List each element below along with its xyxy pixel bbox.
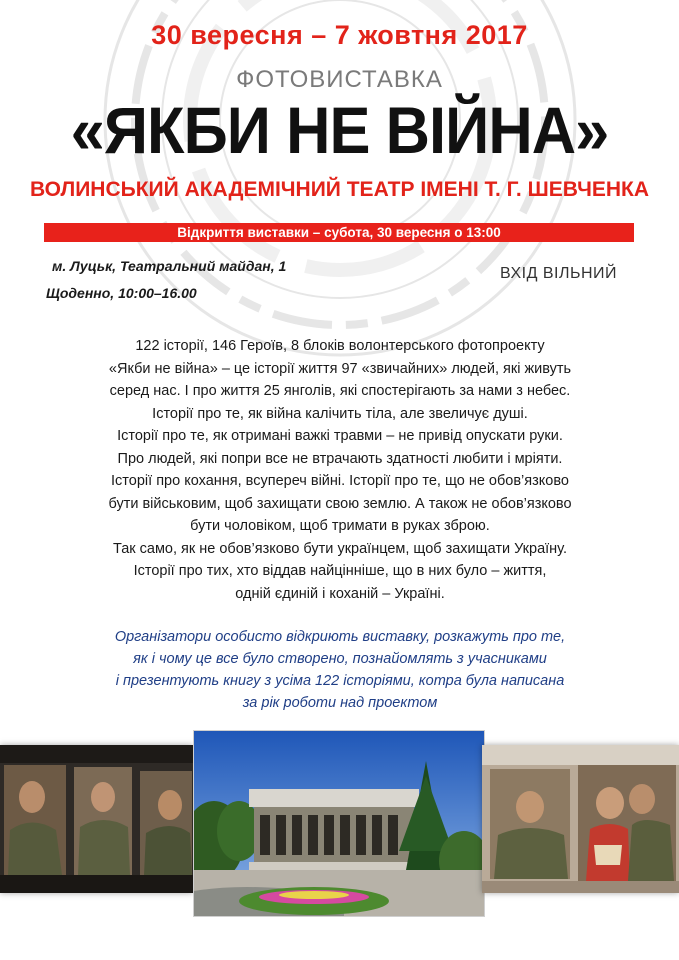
exhibition-type-label: ФОТОВИСТАВКА: [236, 66, 443, 93]
description-line: Історії про те, як війна калічить тіла, але звеличує душі.: [152, 405, 528, 422]
description-line: Історії про те, як отримані важкі травми – не привід опускати руки.: [117, 428, 563, 444]
organizers-block: [60, 626, 620, 714]
description-line: Історії про тих, хто віддав найцінніше, що в них було – життя,: [133, 563, 547, 579]
description-line: бути військовим, щоб захищати свою землю. А також не обов’язково: [108, 495, 572, 512]
exhibition-couple-photo: [482, 745, 679, 893]
theater-building-photo: [193, 730, 485, 917]
venue-name: ВОЛИНСЬКИЙ АКАДЕМІЧНИЙ ТЕАТР ІМЕНІ Т. Г. ШЕВЧЕНКА: [30, 178, 649, 201]
free-entry-label: ВХІД ВІЛЬНИЙ: [500, 265, 618, 282]
exhibition-portraits-photo: [0, 745, 193, 893]
exhibition-dates: 30 вересня – 7 жовтня 2017: [151, 20, 528, 50]
description-block: [60, 335, 620, 605]
address-text: м. Луцьк, Театральний майдан, 1: [52, 258, 287, 274]
description-line: Про людей, які попри все не втрачають здатності любити і мріяти.: [117, 450, 563, 467]
organizers-line: як і чому це все було створено, познайомлять з учасниками: [133, 651, 547, 667]
organizers-line: за рік роботи над проектом: [242, 695, 438, 711]
exhibition-title: «ЯКБИ НЕ ВІЙНА»: [70, 93, 609, 167]
organizers-line: Організатори особисто відкриють виставку, розкажуть про те,: [114, 629, 566, 645]
description-line: бути чоловіком, щоб тримати в руках зброю.: [190, 518, 490, 534]
organizers-line: і презентують книгу з усіма 122 історіями, котра була написана: [115, 673, 565, 689]
description-line: одній єдиній і коханій – Україні.: [235, 585, 445, 602]
description-line: Історії про кохання, всупереч війні. Історії про те, що не обов’язково: [111, 473, 569, 489]
opening-banner: Відкриття виставки – субота, 30 вересня о 13:00: [44, 223, 634, 242]
description-line: 122 історії, 146 Героїв, 8 блоків волонтерського фотопроекту: [135, 338, 545, 354]
opening-hours-text: Щоденно, 10:00–16.00: [46, 285, 197, 301]
description-line: «Якби не війна» – це історії життя 97 «звичайних» людей, які живуть: [108, 360, 572, 377]
description-line: Так само, як не обов’язково бути українцем, щоб захищати Україну.: [113, 540, 567, 557]
description-line: серед нас. І про життя 25 янголів, які спостерігають за нами з небес.: [109, 383, 571, 399]
